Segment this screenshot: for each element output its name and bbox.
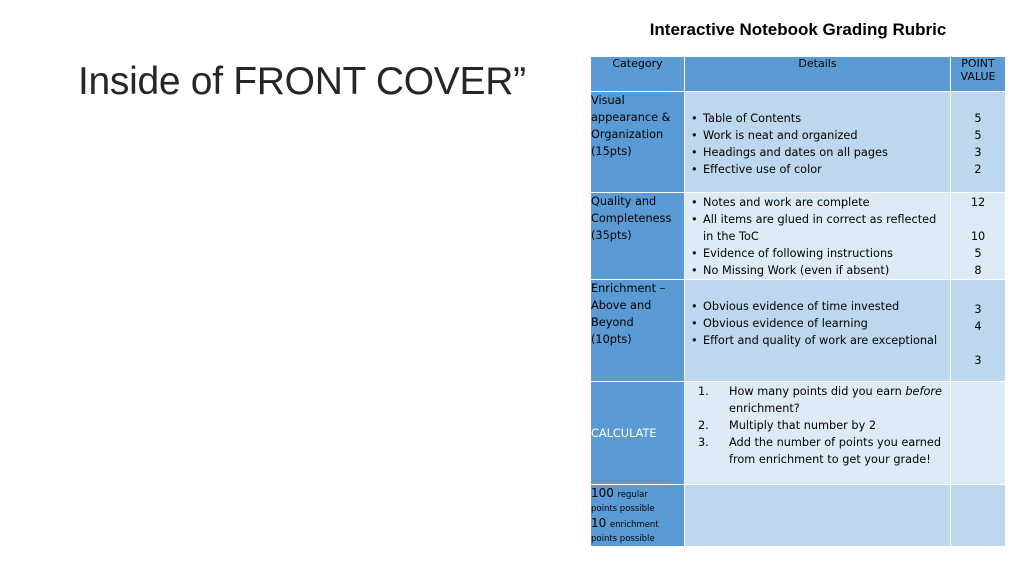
- point-value: 3: [974, 146, 982, 159]
- criterion-item: • Effort and quality of work are exceptional: [685, 332, 950, 349]
- details-cell: [685, 382, 951, 485]
- criterion-item: • Headings and dates on all pages: [685, 144, 950, 161]
- point-value: 2: [974, 163, 982, 176]
- grading-rubric-table: [590, 56, 1006, 547]
- point-value: 5: [974, 129, 982, 142]
- point-value: 5: [974, 247, 982, 260]
- step-text: enrichment?: [729, 402, 800, 415]
- point-value: 10: [970, 230, 986, 243]
- step-text: Multiply that number by 2: [729, 419, 877, 432]
- point-value: 3: [974, 354, 982, 367]
- category-cell: [591, 485, 685, 547]
- total-points-label: points possible: [591, 504, 655, 514]
- header-details: Details: [685, 57, 951, 92]
- points-cell: [951, 382, 1006, 485]
- category-line: (15pts): [591, 145, 632, 158]
- slide-title: Inside of FRONT COVER”: [78, 60, 526, 103]
- points-cell: [951, 92, 1006, 193]
- header-point-value-line1: POINT: [961, 57, 995, 70]
- header-point-value-line2: VALUE: [960, 70, 996, 83]
- point-value: 3: [974, 303, 982, 316]
- category-line: appearance &: [591, 111, 671, 124]
- category-cell: [591, 92, 685, 193]
- criterion-item: • Effective use of color: [685, 161, 950, 178]
- total-points-label: regular: [617, 490, 648, 500]
- rubric-row-totals: [591, 485, 1006, 547]
- category-line: Organization: [591, 128, 664, 141]
- details-cell: [685, 280, 951, 382]
- point-value: 12: [970, 196, 986, 209]
- details-cell: [685, 92, 951, 193]
- header-category: Category: [591, 57, 685, 92]
- category-cell: [591, 193, 685, 280]
- total-points-number: 10: [591, 516, 607, 530]
- rubric-row-visual: [591, 92, 1006, 193]
- category-cell: [591, 382, 685, 485]
- total-points-label: points possible: [591, 534, 655, 544]
- category-line: Beyond: [591, 316, 634, 329]
- details-cell: [685, 485, 951, 547]
- criterion-item: • Table of Contents: [685, 110, 950, 127]
- rubric-row-calculate: [591, 382, 1006, 485]
- total-points-line: [591, 486, 684, 502]
- criterion-item: • Evidence of following instructions: [685, 245, 950, 262]
- points-cell: [951, 193, 1006, 280]
- category-cell: [591, 280, 685, 382]
- point-value: 8: [974, 264, 982, 277]
- step-number: 3.: [698, 436, 709, 449]
- points-cell: [951, 485, 1006, 547]
- rubric-row-quality: [591, 193, 1006, 280]
- category-line: Enrichment –: [591, 282, 666, 295]
- criterion-item: • No Missing Work (even if absent): [685, 262, 950, 279]
- point-value: [951, 211, 1005, 228]
- total-points-line: [591, 516, 684, 532]
- category-line: Completeness: [591, 212, 672, 225]
- criterion-item: • Obvious evidence of learning: [685, 315, 950, 332]
- rubric-title: Interactive Notebook Grading Rubric: [649, 20, 947, 39]
- details-cell: [685, 193, 951, 280]
- calculation-step: [685, 383, 950, 417]
- category-line: Above and: [591, 299, 652, 312]
- category-line: (10pts): [591, 333, 632, 346]
- points-cell: [951, 280, 1006, 382]
- point-value: 5: [974, 112, 982, 125]
- total-points-number: 100: [591, 486, 614, 500]
- total-points-label: enrichment: [609, 520, 659, 530]
- step-text: How many points did you earn: [729, 385, 906, 398]
- step-text: Add the number of points you earned from enrichment to get your grade!: [729, 436, 941, 466]
- criterion-item: • Work is neat and organized: [685, 127, 950, 144]
- step-text-emphasis: before: [905, 385, 942, 398]
- rubric-row-enrichment: [591, 280, 1006, 382]
- criterion-item: • Notes and work are complete: [685, 194, 950, 211]
- criterion-item: • All items are glued in correct as reflected in the ToC: [685, 211, 950, 245]
- calculation-step: [685, 434, 950, 468]
- rubric-header-row: [591, 57, 1006, 92]
- calculation-step: [685, 417, 950, 434]
- header-point-value: [951, 57, 1006, 92]
- category-line: (35pts): [591, 229, 632, 242]
- category-line: CALCULATE: [591, 426, 657, 440]
- step-number: 2.: [698, 419, 709, 432]
- point-value: [951, 335, 1005, 352]
- category-line: Quality and: [591, 195, 657, 208]
- point-value: 4: [974, 320, 982, 333]
- step-number: 1.: [698, 385, 709, 398]
- category-line: Visual: [591, 94, 625, 107]
- criterion-item: • Obvious evidence of time invested: [685, 298, 950, 315]
